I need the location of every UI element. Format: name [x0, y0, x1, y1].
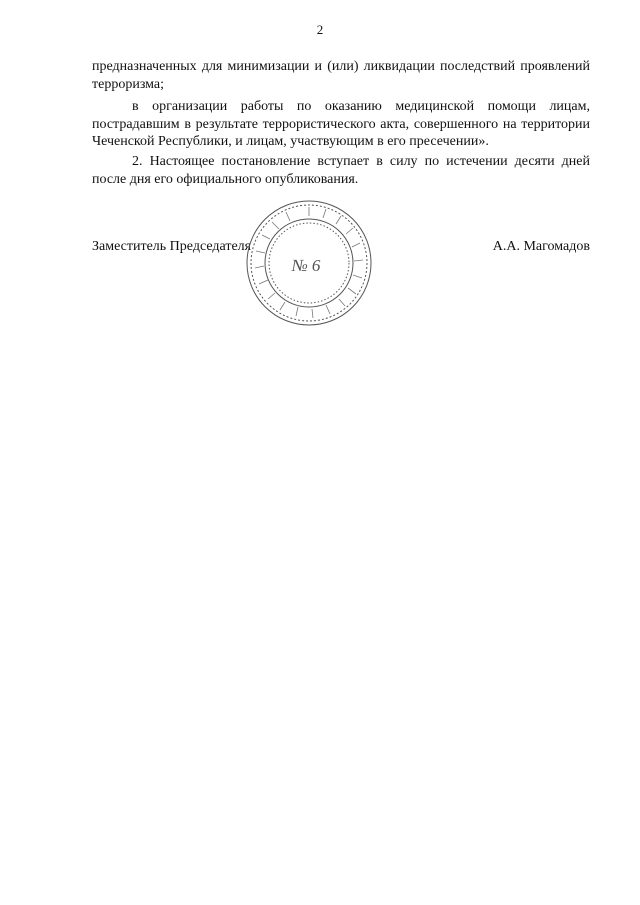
- seal-number: № 6: [291, 256, 321, 275]
- text-line: в организации работы по оказанию медицинской помощи лицам,: [132, 99, 590, 114]
- paragraph-continuation: [92, 58, 590, 93]
- text-line: предназначенных для минимизации и (или) ликвидации последствий проявлений: [92, 59, 590, 74]
- text-line: Чеченской Республики, и лицам, участвующим в его пресечении».: [92, 134, 489, 149]
- text-line: терроризма;: [92, 76, 165, 92]
- text-line: после дня его официального опубликования.: [92, 171, 359, 187]
- signatory-name: А.А. Магомадов: [492, 239, 590, 254]
- text-line: пострадавшим в результате террористического акта, совершенного на территории: [92, 116, 590, 132]
- paragraph-entry-into-force: [92, 153, 590, 188]
- signatory-position: Заместитель Председателя: [92, 239, 252, 254]
- paragraph-medical-aid: [92, 98, 590, 151]
- text-line: 2. Настоящее постановление вступает в силу по истечении десяти дней: [132, 154, 590, 169]
- official-seal-stamp: [244, 198, 374, 328]
- page-number: 2: [316, 22, 324, 37]
